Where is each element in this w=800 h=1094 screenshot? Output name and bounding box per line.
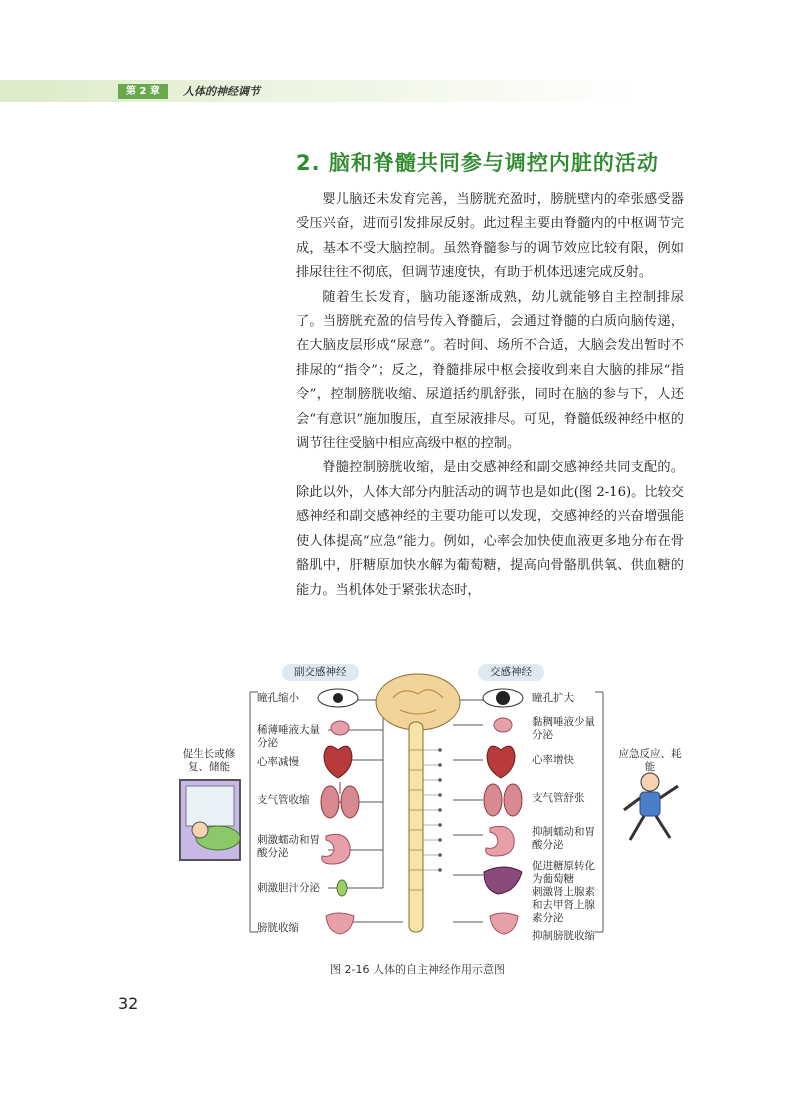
sleeping-child-illustration xyxy=(180,780,240,860)
sympathetic-effect: 抑制蠕动和胃酸分泌 xyxy=(532,826,595,851)
figure-caption: 图 2-16 人体的自主神经作用示意图 xyxy=(330,963,505,976)
spinal-cord xyxy=(409,722,423,932)
parasympathetic-effect: 膀胱收缩 xyxy=(257,922,299,934)
salivary-gland-icon xyxy=(331,721,349,735)
sympathetic-title: 交感神经 xyxy=(478,664,544,681)
heart-icon xyxy=(487,746,515,778)
running-child-illustration xyxy=(624,773,678,840)
chapter-title: 人体的神经调节 xyxy=(183,85,260,98)
right-side-label: 应急反应、耗能 xyxy=(618,748,682,773)
parasympathetic-effect: 刺激蠕动和胃酸分泌 xyxy=(257,834,320,859)
sympathetic-effect: 支气管舒张 xyxy=(532,792,585,804)
parasympathetic-effect: 瞳孔缩小 xyxy=(257,692,299,704)
bladder-icon xyxy=(490,913,518,934)
salivary-gland-icon xyxy=(494,718,512,732)
left-side-label: 促生长或修复、储能 xyxy=(182,748,236,773)
page-number: 32 xyxy=(118,994,139,1013)
sympathetic-effect: 瞳孔扩大 xyxy=(532,692,574,704)
section-title: 2. 脑和脊髓共同参与调控内脏的活动 xyxy=(296,151,659,175)
parasympathetic-title: 副交感神经 xyxy=(282,664,359,681)
gallbladder-icon xyxy=(337,880,347,896)
heart-icon xyxy=(324,746,352,778)
body-text xyxy=(296,188,684,603)
parasympathetic-effect: 心率减慢 xyxy=(257,756,299,768)
paragraph: 婴儿脑还未发育完善，当膀胱充盈时，膀胱壁内的牵张感受器受压兴奋，进而引发排尿反射。此过程主要由脊髓内的中枢调节完成，基本不受大脑控制。虽然脊髓参与的调节效应比较有限，例如排尿往往不彻底，但调节速度快，有助于机体迅速完成反射。 xyxy=(296,192,684,281)
chapter-tag: 第 2 章 xyxy=(118,84,168,99)
paragraph: 脊髓控制膀胱收缩，是由交感神经和副交感神经共同支配的。除此以外，人体大部分内脏活动的调节也是如此(图 2-16)。比较交感神经和副交感神经的主要功能可以发现，交感神经的兴奋增强能使人体提高“应急”能力。例如，心率会加快使血液更多地分布在骨骼肌中，肝糖原加快水解为葡萄糖，提高向骨骼肌供氧、供血糖的能力。当机体处于紧张状态时， xyxy=(296,460,684,598)
sympathetic-effect: 心率增快 xyxy=(532,754,574,766)
paragraph: 随着生长发育，脑功能逐渐成熟，幼儿就能够自主控制排尿了。当膀胱充盈的信号传入脊髓后，会通过脊髓的白质向脑传递，在大脑皮层形成“尿意”。若时间、场所不合适，大脑会发出暂时不排尿的“指令”；反之，脊髓排尿中枢会接收到来自大脑的排尿“指令”，控制膀胱收缩、尿道括约肌舒张，同时在脑的参与下，人还会“有意识”施加腹压，直至尿液排尽。可见，脊髓低级神经中枢的调节往往受脑中相应高级中枢的控制。 xyxy=(296,289,684,452)
parasympathetic-effect: 支气管收缩 xyxy=(257,794,310,806)
lungs-icon xyxy=(484,784,522,816)
liver-icon xyxy=(484,867,522,894)
eye-dilated-icon xyxy=(483,689,523,707)
sympathetic-effect: 促进糖原转化为葡萄糖 xyxy=(532,860,595,885)
parasympathetic-effect: 刺激胆汁分泌 xyxy=(257,882,320,894)
sympathetic-effect: 抑制膀胱收缩 xyxy=(532,930,595,942)
bladder-icon xyxy=(326,913,354,934)
sympathetic-effect: 刺激肾上腺素和去甲肾上腺素分泌 xyxy=(532,886,595,924)
parasympathetic-effect: 稀薄唾液大量分泌 xyxy=(257,724,320,749)
figure-illustration xyxy=(178,660,688,950)
autonomic-nervous-system-figure xyxy=(178,660,688,950)
sympathetic-effect: 黏稠唾液少量分泌 xyxy=(532,716,595,741)
stomach-icon xyxy=(486,826,514,856)
